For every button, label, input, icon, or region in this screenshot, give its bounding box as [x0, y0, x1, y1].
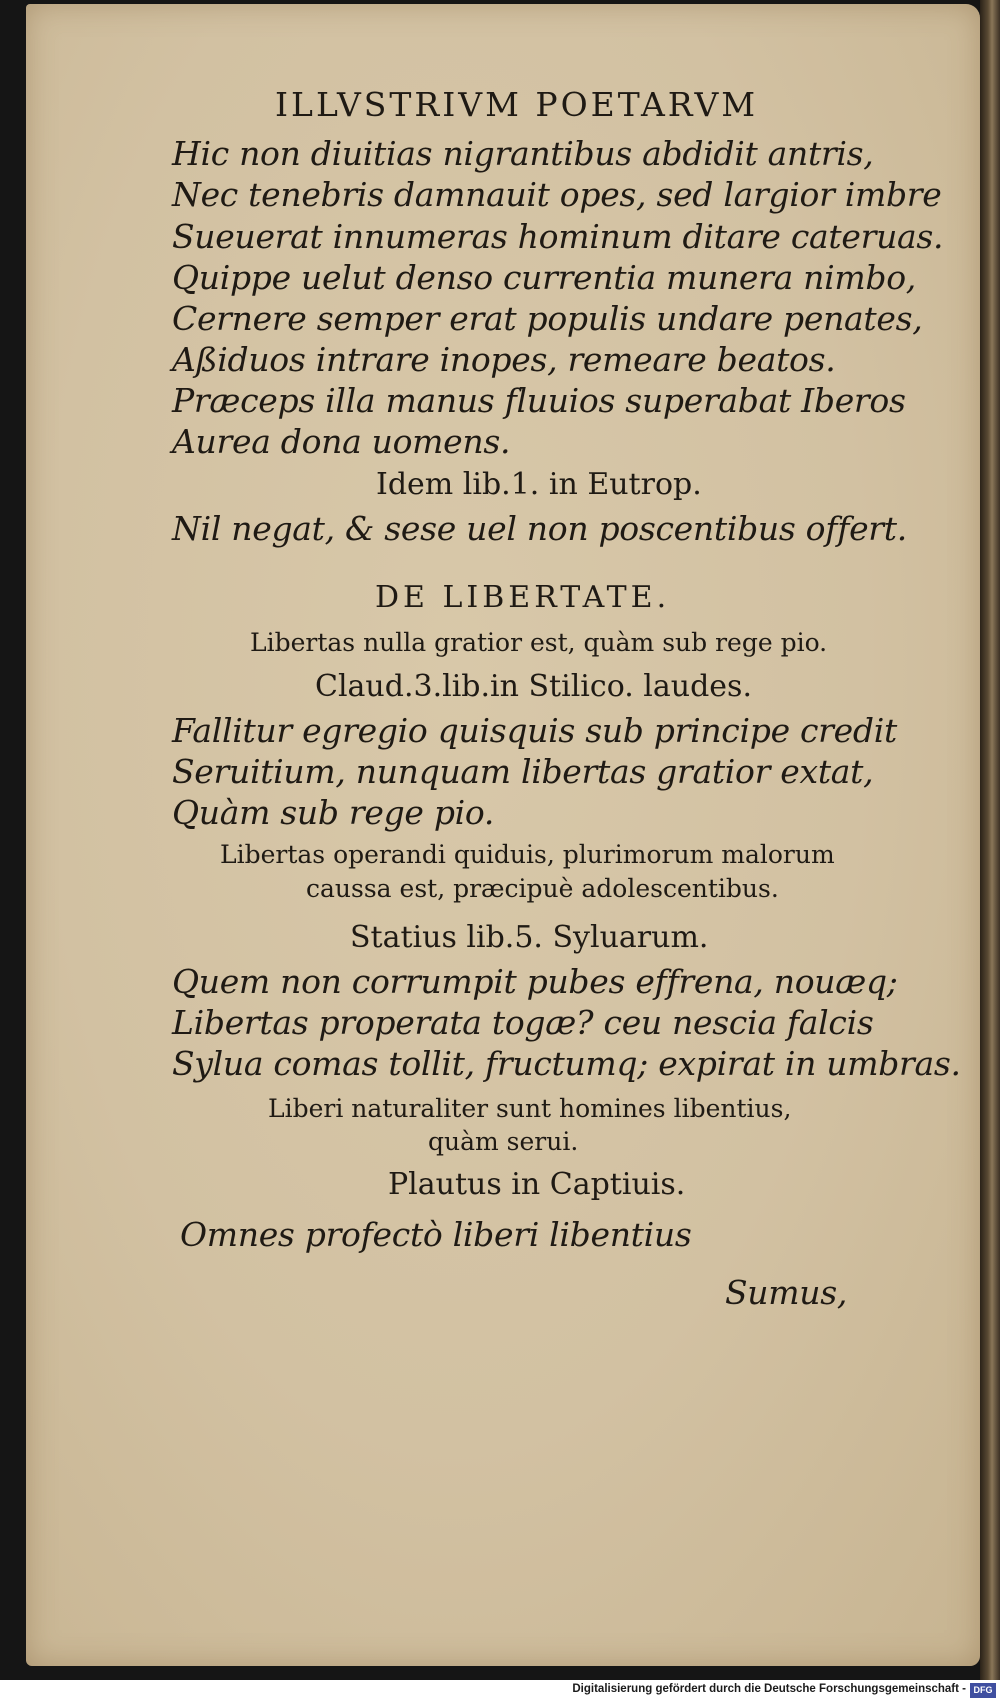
verse-line: Libertas properata togæ? ceu nescia falcis — [172, 1003, 874, 1042]
section-heading: DE LIBERTATE. — [375, 580, 671, 615]
verse-line: Cernere semper erat populis undare penates, — [172, 299, 923, 338]
lemma: quàm serui. — [428, 1127, 579, 1156]
lemma: caussa est, præcipuè adolescentibus. — [306, 874, 779, 903]
verse-line: Fallitur egregio quisquis sub principe credit — [172, 711, 897, 750]
dfg-logo-icon: DFG — [970, 1683, 996, 1698]
verse-line: Omnes profectò liberi libentius — [180, 1215, 692, 1254]
source-citation: Plautus in Captiuis. — [388, 1167, 686, 1202]
verse-line: Hic non diuitias nigrantibus abdidit antris, — [172, 134, 874, 173]
verse-line: Sylua comas tollit, fructumq; expirat in umbras. — [172, 1044, 961, 1083]
lemma: Libertas operandi quiduis, plurimorum malorum — [220, 840, 835, 869]
verse-line: Nil negat, & sese uel non poscentibus offert. — [172, 509, 907, 548]
book-edge — [980, 0, 1000, 1703]
verse-line: Quem non corrumpit pubes effrena, nouæq; — [172, 962, 898, 1001]
catchword: Sumus, — [725, 1273, 848, 1312]
digitization-footer — [0, 1680, 1000, 1703]
lemma: Libertas nulla gratior est, quàm sub rege pio. — [250, 628, 828, 657]
source-citation: Idem lib.1. in Eutrop. — [376, 467, 702, 502]
running-header: ILLVSTRIVM POETARVM — [275, 85, 759, 124]
verse-line: Aßiduos intrare inopes, remeare beatos. — [172, 340, 836, 379]
verse-line: Seruitium, nunquam libertas gratior extat, — [172, 752, 874, 791]
verse-line: Nec tenebris damnauit opes, sed largior imbre — [172, 175, 942, 214]
footer-text: Digitalisierung gefördert durch die Deutsche Forschungsgemeinschaft - — [572, 1683, 966, 1695]
source-citation: Claud.3.lib.in Stilico. laudes. — [315, 669, 752, 704]
verse-line: Aurea dona uomens. — [172, 422, 511, 461]
verse-line: Præceps illa manus fluuios superabat Iberos — [172, 381, 906, 420]
verse-line: Quàm sub rege pio. — [172, 793, 495, 832]
lemma: Liberi naturaliter sunt homines libentius, — [268, 1094, 792, 1123]
source-citation: Statius lib.5. Syluarum. — [350, 920, 709, 955]
verse-line: Quippe uelut denso currentia munera nimbo, — [172, 258, 916, 297]
verse-line: Sueuerat innumeras hominum ditare cateruas. — [172, 217, 944, 256]
